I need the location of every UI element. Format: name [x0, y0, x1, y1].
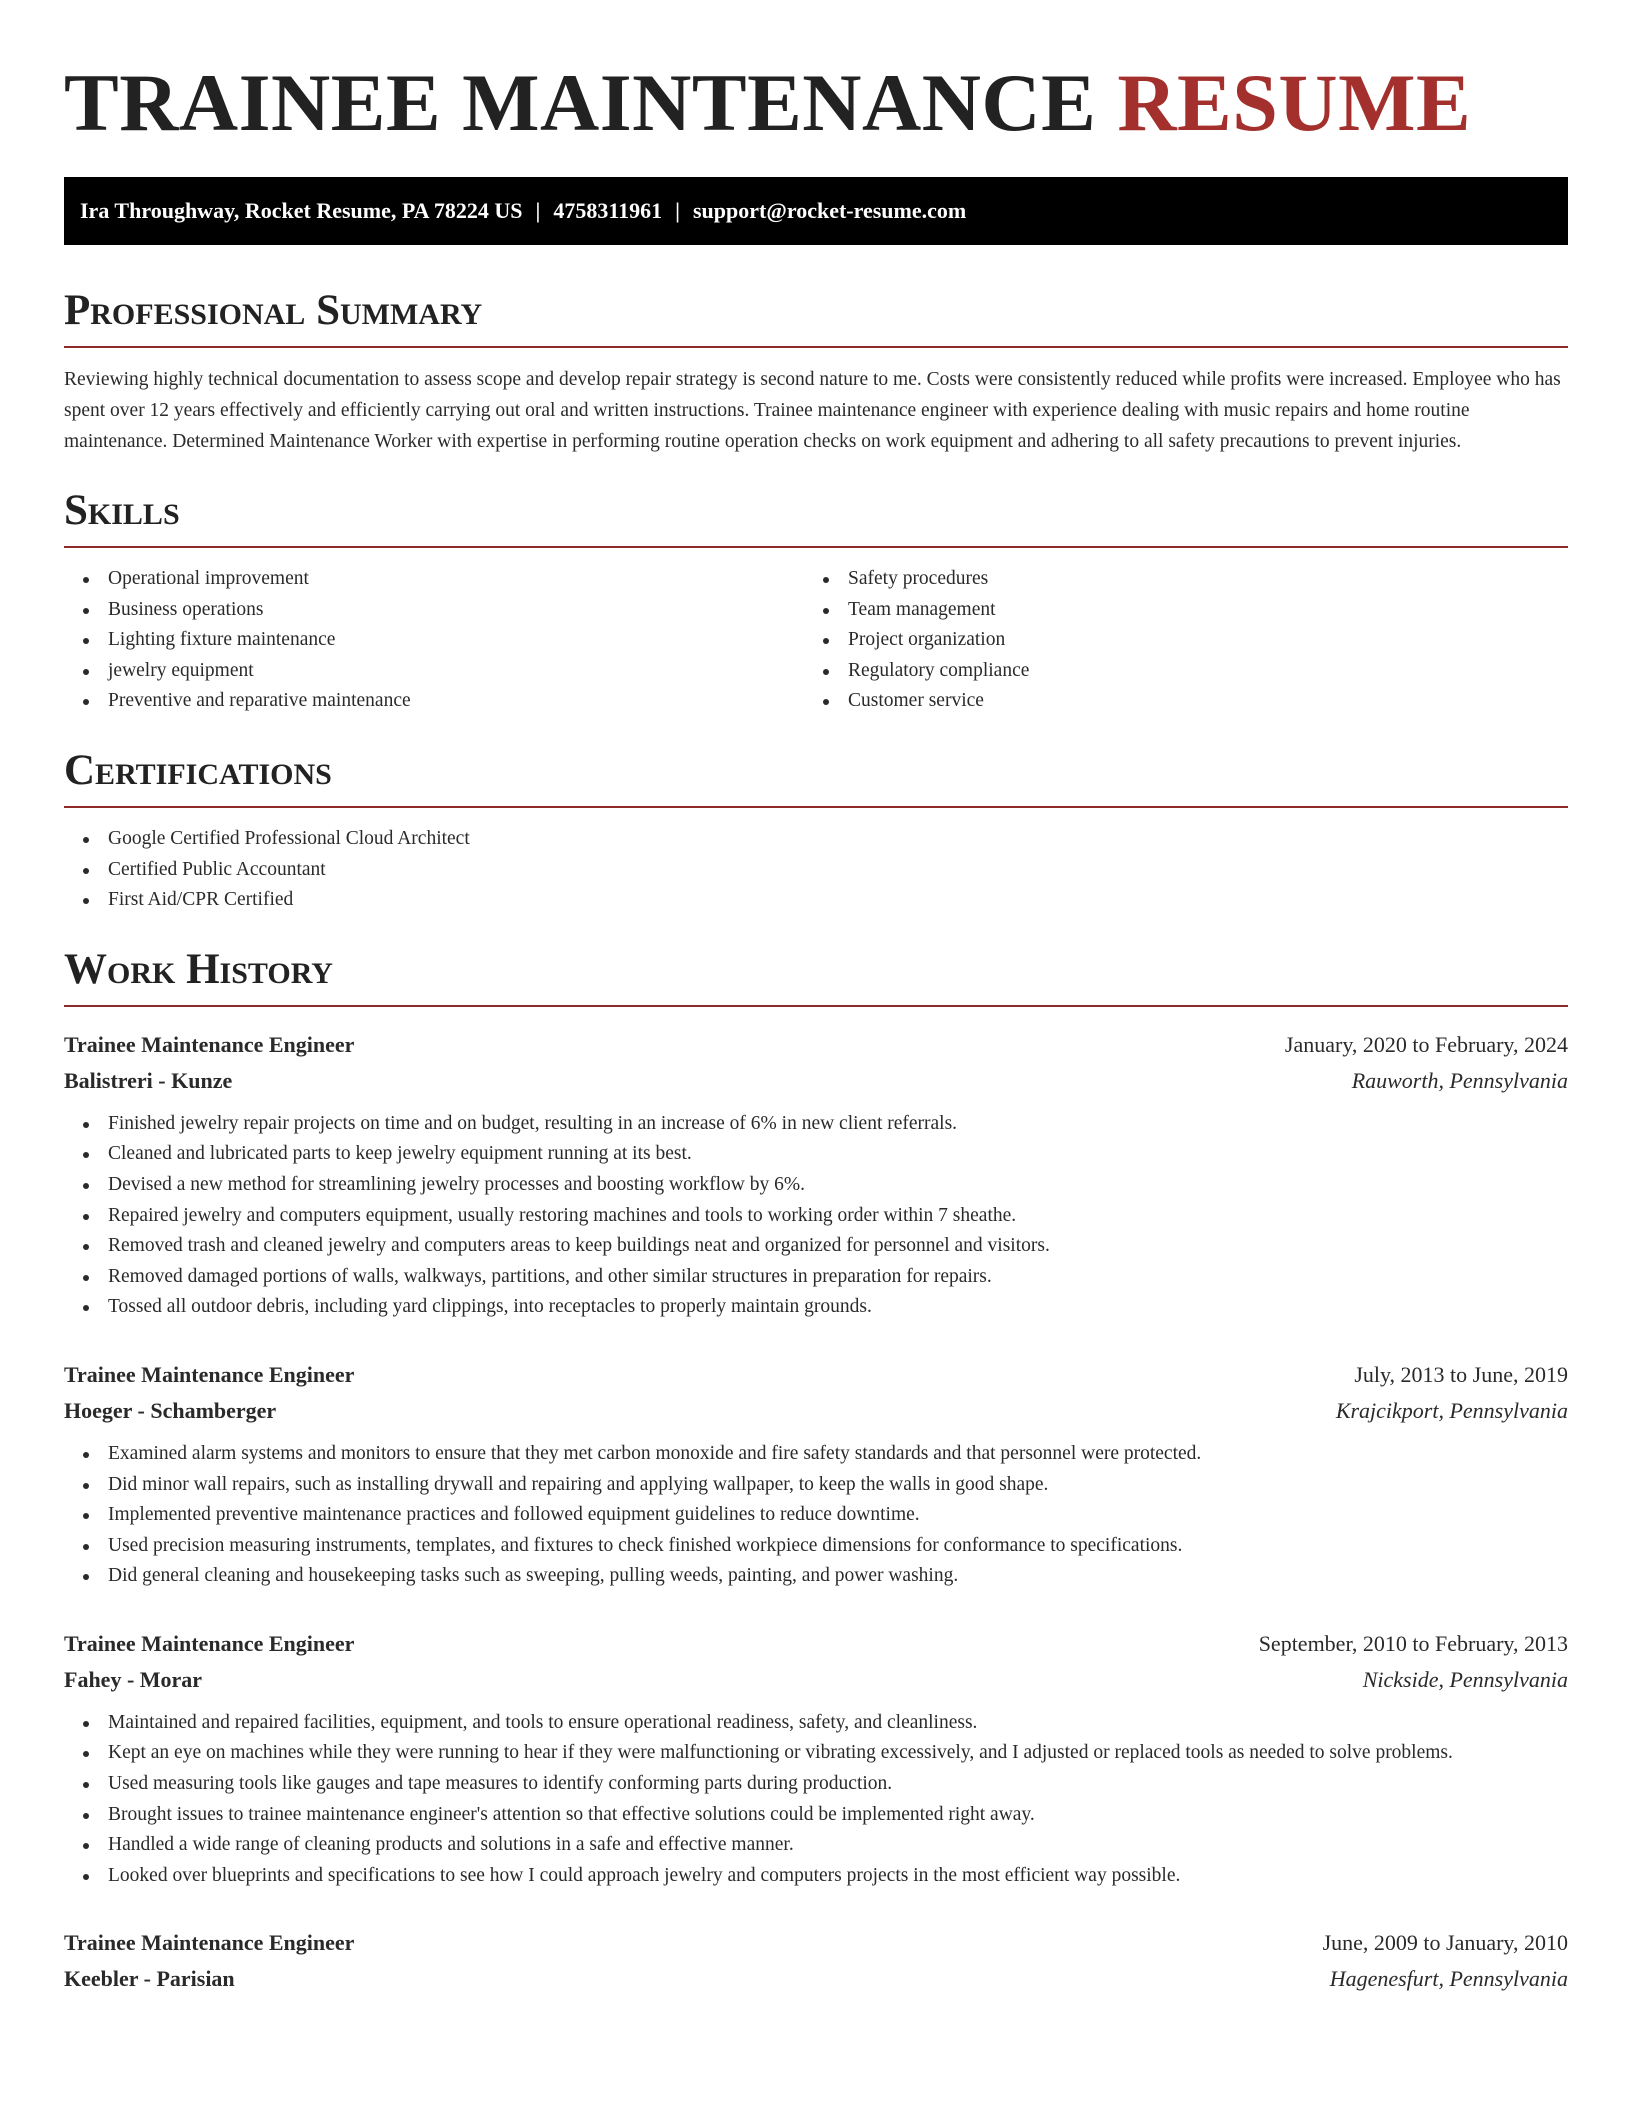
job-duties-list	[64, 1439, 1568, 1592]
skills-grid	[64, 564, 1568, 717]
job-company-row	[64, 1662, 1568, 1698]
job-company: Fahey - Morar	[64, 1666, 203, 1692]
certification-item: Certified Public Accountant	[64, 855, 1568, 886]
job-title: Trainee Maintenance Engineer	[64, 1930, 355, 1956]
job-duty-item: Maintained and repaired facilities, equipment, and tools to ensure operational readiness, safety, and cleanliness.	[64, 1708, 1568, 1739]
title-accent: RESUME	[1117, 57, 1472, 148]
job-company: Balistreri - Kunze	[64, 1067, 233, 1093]
job-duty-item: Removed damaged portions of walls, walkways, partitions, and other similar structures in preparation for repairs.	[64, 1262, 1568, 1293]
skill-item: Safety procedures	[804, 564, 1504, 595]
certification-item: Google Certified Professional Cloud Architect	[64, 824, 1568, 855]
summary-text: Reviewing highly technical documentation to assess scope and develop repair strategy is second nature to me. Costs were consistently reduced while profits were increased. Employee who has spent over 12 years effectively and efficiently carrying out oral and written instructions. Trainee maintenance engineer with experience dealing with music repairs and home routine maintenance. Determined Maintenance Worker with expertise in performing routine operation checks on work equipment and adhering to all safety precautions to prevent injuries.	[64, 369, 1561, 452]
skill-item: Project organization	[804, 625, 1504, 656]
job-title: Trainee Maintenance Engineer	[64, 1361, 355, 1387]
contact-bar	[64, 177, 1568, 245]
skills-heading: Skills	[64, 485, 1568, 548]
contact-phone: 4758311961	[553, 198, 663, 223]
skill-item: Business operations	[64, 595, 804, 626]
job-duty-item: Cleaned and lubricated parts to keep jewelry equipment running at its best.	[64, 1139, 1568, 1170]
job-duty-item: Used measuring tools like gauges and tape measures to identify conforming parts during production.	[64, 1769, 1568, 1800]
job-company-row	[64, 1393, 1568, 1429]
job-duties-list	[64, 1708, 1568, 1892]
job-duty-item: Tossed all outdoor debris, including yard clippings, into receptacles to properly maintain grounds.	[64, 1292, 1568, 1323]
job-title: Trainee Maintenance Engineer	[64, 1630, 355, 1656]
job-duty-item: Did general cleaning and housekeeping tasks such as sweeping, pulling weeds, painting, and power washing.	[64, 1561, 1568, 1592]
job-duty-item: Used precision measuring instruments, templates, and fixtures to check finished workpiece dimensions for conformance to specifications.	[64, 1531, 1568, 1562]
job-duties-list	[64, 1109, 1568, 1323]
contact-address: Ira Throughway, Rocket Resume, PA 78224 US	[80, 198, 523, 223]
skills-section	[64, 485, 1568, 717]
job-header-row	[64, 1027, 1568, 1063]
job-dates: July, 2013 to June, 2019	[1354, 1361, 1568, 1387]
certifications-section	[64, 745, 1568, 916]
job-location: Hagenesfurt, Pennsylvania	[1329, 1966, 1568, 1992]
job-duty-item: Kept an eye on machines while they were running to hear if they were malfunctioning or vibrating excessively, and I adjusted or replaced tools as needed to solve problems.	[64, 1738, 1568, 1769]
job-company: Hoeger - Schamberger	[64, 1397, 277, 1423]
job-location: Nickside, Pennsylvania	[1362, 1666, 1568, 1692]
skill-item: Team management	[804, 595, 1504, 626]
job-duty-item: Implemented preventive maintenance practices and followed equipment guidelines to reduce downtime.	[64, 1500, 1568, 1531]
work-history-section	[64, 944, 1568, 1998]
skill-item: Customer service	[804, 686, 1504, 717]
contact-separator: |	[675, 198, 680, 223]
title-main: TRAINEE MAINTENANCE	[64, 57, 1097, 148]
job-duty-item: Handled a wide range of cleaning products and solutions in a safe and effective manner.	[64, 1830, 1568, 1861]
skill-item: Regulatory compliance	[804, 656, 1504, 687]
certification-item: First Aid/CPR Certified	[64, 885, 1568, 916]
job-header-row	[64, 1626, 1568, 1662]
job-dates: June, 2009 to January, 2010	[1322, 1930, 1568, 1956]
skill-item: Operational improvement	[64, 564, 804, 595]
job-duty-item: Did minor wall repairs, such as installing drywall and repairing and applying wallpaper, to keep the walls in good shape.	[64, 1470, 1568, 1501]
job-duty-item: Devised a new method for streamlining jewelry processes and boosting workflow by 6%.	[64, 1170, 1568, 1201]
certifications-list	[64, 824, 1568, 916]
skill-item: Lighting fixture maintenance	[64, 625, 804, 656]
job-duty-item: Removed trash and cleaned jewelry and computers areas to keep buildings neat and organized for personnel and visitors.	[64, 1231, 1568, 1262]
contact-email: support@rocket-resume.com	[693, 198, 967, 223]
job-duty-item: Examined alarm systems and monitors to ensure that they met carbon monoxide and fire safety standards and that personnel were protected.	[64, 1439, 1568, 1470]
skill-item: jewelry equipment	[64, 656, 804, 687]
job-location: Krajcikport, Pennsylvania	[1335, 1397, 1568, 1423]
job-company: Keebler - Parisian	[64, 1966, 235, 1992]
job-duty-item: Looked over blueprints and specifications to see how I could approach jewelry and computers projects in the most efficient way possible.	[64, 1861, 1568, 1892]
skills-column-right	[804, 564, 1504, 717]
summary-section	[64, 285, 1568, 457]
job-dates: January, 2020 to February, 2024	[1284, 1031, 1568, 1057]
work-history-heading: Work History	[64, 944, 1568, 1007]
job-company-row	[64, 1063, 1568, 1099]
job-company-row	[64, 1961, 1568, 1997]
skill-item: Preventive and reparative maintenance	[64, 686, 804, 717]
certifications-heading: Certifications	[64, 745, 1568, 808]
job-dates: September, 2010 to February, 2013	[1258, 1630, 1568, 1656]
job-title: Trainee Maintenance Engineer	[64, 1031, 355, 1057]
job-duty-item: Finished jewelry repair projects on time and on budget, resulting in an increase of 6% in new client referrals.	[64, 1109, 1568, 1140]
job-header-row	[64, 1925, 1568, 1961]
job-header-row	[64, 1357, 1568, 1393]
job-duty-item: Brought issues to trainee maintenance engineer's attention so that effective solutions could be implemented right away.	[64, 1800, 1568, 1831]
skills-list-right	[804, 564, 1504, 717]
job-entry	[64, 1027, 1568, 1323]
skills-column-left	[64, 564, 804, 717]
contact-separator: |	[535, 198, 541, 223]
resume-title	[64, 54, 1568, 152]
job-location: Rauworth, Pennsylvania	[1351, 1067, 1568, 1093]
skills-list-left	[64, 564, 804, 717]
job-duty-item: Repaired jewelry and computers equipment, usually restoring machines and tools to working order within 7 sheathe.	[64, 1201, 1568, 1232]
job-entry	[64, 1357, 1568, 1592]
job-entry	[64, 1925, 1568, 1997]
summary-heading: Professional Summary	[64, 285, 1568, 348]
job-entry	[64, 1626, 1568, 1892]
